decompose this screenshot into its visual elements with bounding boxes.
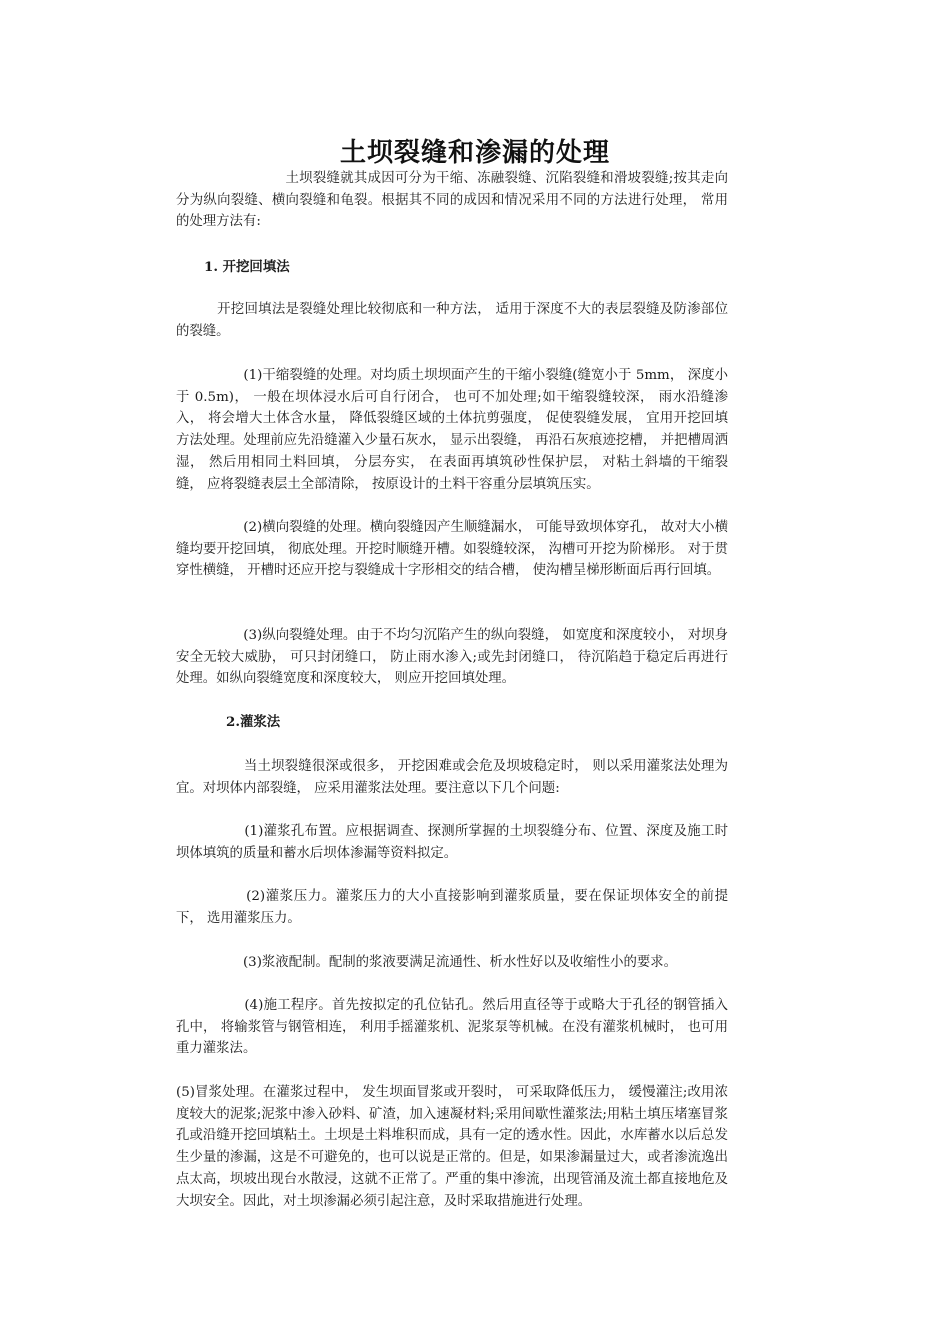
section2-item-slurry-preparation: (3)浆液配制。配制的浆液要满足流通性、析水性好以及收缩性小的要求。 xyxy=(176,955,678,970)
intro-paragraph: 土坝裂缝就其成因可分为干缩、冻融裂缝、沉陷裂缝和滑坡裂缝;按其走向分为纵向裂缝、横向裂缝和龟裂。根据其不同的成因和情况采用不同的方法进行处理， 常用的处理方法有: xyxy=(176,171,728,230)
section2-item-grouting-pressure: (2)灌浆压力。灌浆压力的大小直接影响到灌浆质量，要在保证坝体安全的前提下， 选用灌浆压力。 xyxy=(176,889,728,926)
section2-item-construction-procedure: (4)施工程序。首先按拟定的孔位钻孔。然后用直径等于或略大于孔径的钢管插入孔中， 将输浆管与钢管相连， 利用手摇灌浆机、泥浆泵等机械。在没有灌浆机械时， 也可用重力灌浆法。 xyxy=(176,998,728,1057)
section1-item-transverse-cracks: (2)横向裂缝的处理。横向裂缝因产生顺缝漏水， 可能导致坝体穿孔， 故对大小横缝均要开挖回填， 彻底处理。开挖时顺缝开槽。如裂缝较深， 沟槽可开挖为阶梯形。 对于贯穿性横缝， 开槽时还应开挖与裂缝成十字形相交的结合槽， 使沟槽呈梯形断面后再行回填。 xyxy=(176,520,728,579)
section1-item-dry-shrinkage-cracks: (1)干缩裂缝的处理。对均质土坝坝面产生的干缩小裂缝(缝宽小于 5mm， 深度小于 0.5m)， 一般在坝体浸水后可自行闭合， 也可不加处理;如干缩裂缝较深， 雨水沿缝渗入， 将会增大土体含水量， 降低裂缝区域的土体抗剪强度， 促使裂缝发展， 宜用开挖回填方法处理。处理前应先沿缝灌入少量石灰水， 显示出裂缝， 再沿石灰痕迹挖槽， 并把槽周洒湿， 然后用相同土料回填， 分层夯实， 在表面再填筑砂性保护层， 对粘土斜墙的干缩裂缝， 应将裂缝表层土全部清除， 按原设计的土料干容重分层填筑压实。 xyxy=(176,368,728,492)
section1-description: 开挖回填法是裂缝处理比较彻底和一种方法， 适用于深度不大的表层裂缝及防渗部位的裂缝。 xyxy=(176,302,728,339)
section2-item-hole-layout: (1)灌浆孔布置。应根据调查、探测所掌握的土坝裂缝分布、位置、深度及施工时坝体填筑的质量和蓄水后坝体渗漏等资料拟定。 xyxy=(176,824,728,861)
section1-item-longitudinal-cracks: (3)纵向裂缝处理。由于不均匀沉陷产生的纵向裂缝， 如宽度和深度较小， 对坝身安全无较大威胁， 可只封闭缝口， 防止雨水渗入;或先封闭缝口， 待沉陷趋于稳定后再进行处理。如纵向裂缝宽度和深度较大， 则应开挖回填处理。 xyxy=(176,628,728,687)
section-heading-excavation-backfill: 1. 开挖回填法 xyxy=(204,259,290,275)
document-title: 土坝裂缝和渗漏的处理 xyxy=(339,138,610,169)
section-heading-grouting: 2.灌浆法 xyxy=(226,714,281,730)
section2-description: 当土坝裂缝很深或很多， 开挖困难或会危及坝坡稳定时， 则以采用灌浆法处理为宜。对坝体内部裂缝， 应采用灌浆法处理。要注意以下几个问题: xyxy=(176,759,728,796)
section2-item-slurry-leakage-and-seepage: (5)冒浆处理。在灌浆过程中， 发生坝面冒浆或开裂时， 可采取降低压力， 缓慢灌注;改用浓度较大的泥浆;泥浆中渗入砂料、矿渣，加入速凝材料;采用间歇性灌浆法;用粘土填压堵塞冒浆孔或沿缝开挖回填粘土。土坝是土料堆积而成，具有一定的透水性。因此，水库蓄水以后总发生少量的渗漏，这是不可避免的，也可以说是正常的。但是，如果渗漏量过大，或者渗流逸出点太高，坝坡出现台水散浸，这就不正常了。严重的集中渗流，出现管涌及流土都直接地危及大坝安全。因此，对土坝渗漏必须引起注意，及时采取措施进行处理。 xyxy=(176,1085,728,1209)
